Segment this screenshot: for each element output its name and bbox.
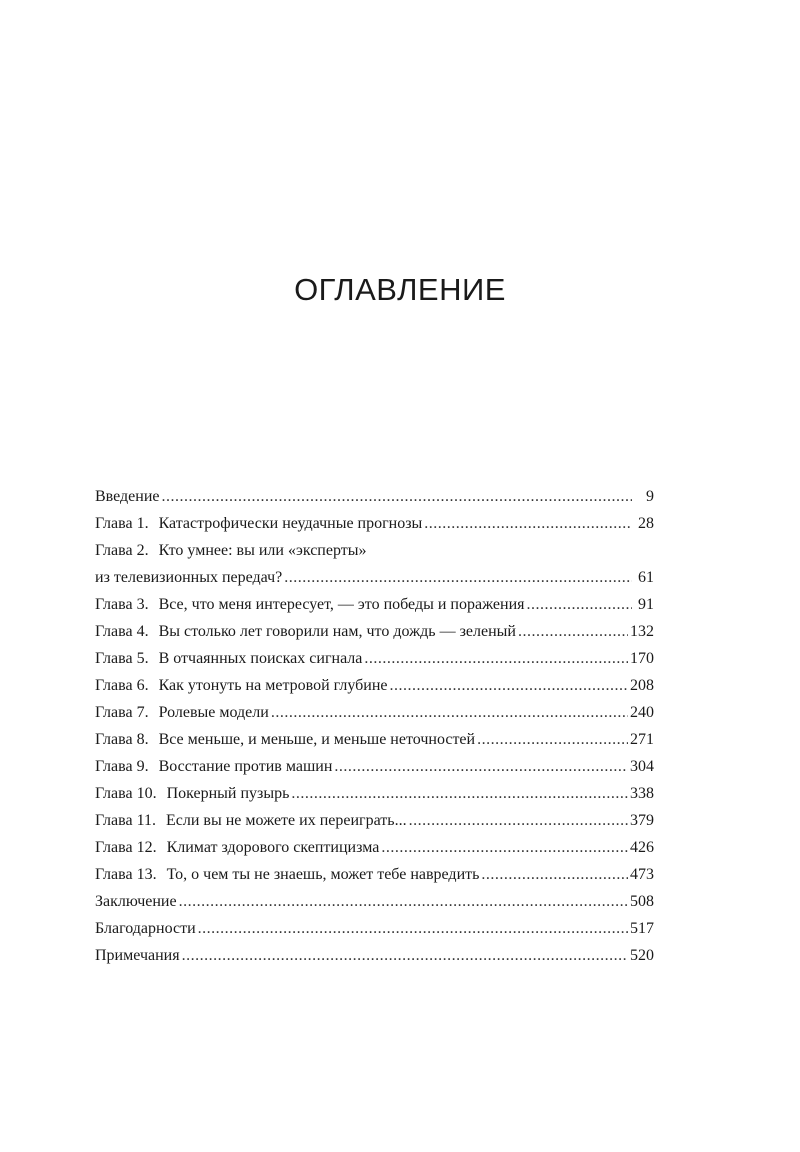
dot-leader <box>527 591 633 618</box>
toc-entry-page: 9 <box>646 488 654 505</box>
toc-entry-page: 473 <box>630 866 654 883</box>
toc-entry-page: 91 <box>638 596 654 613</box>
page-title: ОГЛАВЛЕНИЕ <box>294 272 506 307</box>
toc-entry-page: 520 <box>630 947 654 964</box>
toc-entry-chapter-12[interactable] <box>95 834 654 861</box>
toc-entry-title: Все меньше, и меньше, и меньше неточностей <box>158 731 476 748</box>
toc-entry-chapter-10[interactable] <box>95 780 654 807</box>
dot-leader <box>334 753 628 780</box>
toc-entry-title: Все, что меня интересует, — это победы и поражения <box>158 596 525 613</box>
toc-entry-title: Как утонуть на метровой глубине <box>158 677 388 694</box>
dot-leader <box>381 834 628 861</box>
toc-chapter-number: Глава 7. <box>95 704 149 721</box>
toc-chapter-number: Глава 8. <box>95 731 149 748</box>
toc-entry-page: 132 <box>630 623 654 640</box>
toc-entry-title: В отчаянных поисках сигнала <box>158 650 363 667</box>
toc-entry-title: То, о чем ты не знаешь, может тебе навредить <box>166 866 480 883</box>
toc-entry-chapter-4[interactable] <box>95 618 654 645</box>
toc-entry-page: 517 <box>630 920 654 937</box>
toc-entry-page: 240 <box>630 704 654 721</box>
toc-entry-chapter-1[interactable] <box>95 510 654 537</box>
toc-entry-title: Вы столько лет говорили нам, что дождь — зеленый <box>158 623 516 640</box>
toc-entry-notes[interactable] <box>95 942 654 969</box>
toc-entry-title: Введение <box>95 488 160 505</box>
toc-chapter-number: Глава 10. <box>95 785 157 802</box>
toc-entry-conclusion[interactable] <box>95 888 654 915</box>
dot-leader <box>198 915 628 942</box>
dot-leader <box>481 861 628 888</box>
toc-entry-page: 426 <box>630 839 654 856</box>
toc-entry-page: 208 <box>630 677 654 694</box>
dot-leader <box>477 726 628 753</box>
toc-entry-page: 508 <box>630 893 654 910</box>
dot-leader <box>271 699 628 726</box>
toc-chapter-number: Глава 1. <box>95 515 149 532</box>
dot-leader <box>284 564 632 591</box>
dot-leader <box>182 942 628 969</box>
toc-chapter-number: Глава 2. <box>95 542 149 559</box>
toc-chapter-number: Глава 12. <box>95 839 157 856</box>
toc-entry-chapter-13[interactable] <box>95 861 654 888</box>
toc-entry-page: 170 <box>630 650 654 667</box>
toc-entry-chapter-11[interactable] <box>95 807 654 834</box>
dot-leader <box>291 780 628 807</box>
toc-entry-chapter-9[interactable] <box>95 753 654 780</box>
toc-entry-title: Кто умнее: вы или «эксперты» <box>158 542 367 559</box>
dot-leader <box>162 483 633 510</box>
toc-chapter-number: Глава 11. <box>95 812 156 829</box>
toc-entry-title: Если вы не можете их переиграть... <box>165 812 407 829</box>
toc-entry-chapter-5[interactable] <box>95 645 654 672</box>
toc-entry-chapter-3[interactable] <box>95 591 654 618</box>
toc-entry-chapter-7[interactable] <box>95 699 654 726</box>
toc-entry-title: Климат здорового скептицизма <box>166 839 380 856</box>
toc-entry-chapter-8[interactable] <box>95 726 654 753</box>
toc-chapter-number: Глава 6. <box>95 677 149 694</box>
toc-entry-chapter-2[interactable] <box>95 537 654 591</box>
toc-entry-page: 271 <box>630 731 654 748</box>
toc-entry-introduction[interactable] <box>95 483 654 510</box>
toc-chapter-number: Глава 3. <box>95 596 149 613</box>
toc-entry-title: Катастрофически неудачные прогнозы <box>158 515 423 532</box>
toc-entry-title: Примечания <box>95 947 180 964</box>
toc-chapter-number: Глава 13. <box>95 866 157 883</box>
toc-entry-acknowledgements[interactable] <box>95 915 654 942</box>
toc-entry-title: Благодарности <box>95 920 196 937</box>
toc-entry-page: 304 <box>630 758 654 775</box>
toc-entry-title: Восстание против машин <box>158 758 333 775</box>
table-of-contents <box>95 483 654 969</box>
toc-entry-title-continuation: из телевизионных передач? <box>95 569 283 586</box>
toc-entry-chapter-6[interactable] <box>95 672 654 699</box>
toc-chapter-number: Глава 4. <box>95 623 149 640</box>
toc-entry-page: 338 <box>630 785 654 802</box>
toc-chapter-number: Глава 9. <box>95 758 149 775</box>
toc-entry-page: 61 <box>638 569 654 586</box>
dot-leader <box>518 618 628 645</box>
dot-leader <box>409 807 628 834</box>
dot-leader <box>390 672 628 699</box>
toc-entry-page: 28 <box>638 515 654 532</box>
toc-entry-title: Ролевые модели <box>158 704 269 721</box>
dot-leader <box>364 645 628 672</box>
toc-entry-title: Покерный пузырь <box>166 785 290 802</box>
toc-chapter-number: Глава 5. <box>95 650 149 667</box>
dot-leader <box>179 888 628 915</box>
dot-leader <box>424 510 632 537</box>
toc-entry-title: Заключение <box>95 893 177 910</box>
toc-entry-page: 379 <box>630 812 654 829</box>
